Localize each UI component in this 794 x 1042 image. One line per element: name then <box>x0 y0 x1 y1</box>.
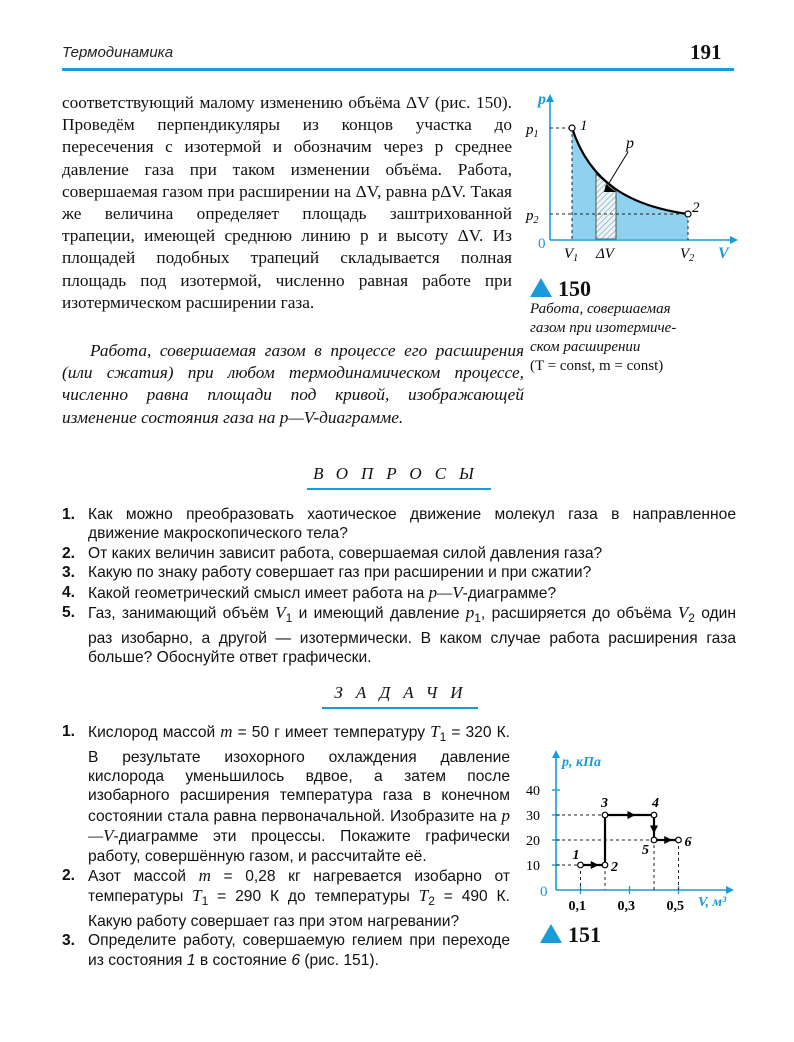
label-point-1: 1 <box>580 118 588 134</box>
page-number: 191 <box>690 40 722 64</box>
state-point-5 <box>651 837 657 843</box>
label-p2: $p_2$ <box>526 208 539 226</box>
list-item: 1. Как можно преобразовать хаотическое движение молекул газа в направленное движение макроскопического тела? <box>62 506 736 543</box>
hatched-trapezoid <box>596 174 616 239</box>
list-item: 3. Какую по знаку работу совершает газ при расширении и при сжатии? <box>62 564 592 582</box>
questions-list <box>62 505 736 667</box>
label-point-2: 2 <box>692 200 700 216</box>
state-label-1: 1 <box>572 848 580 863</box>
direction-arrow <box>628 811 636 819</box>
questions-heading-rule <box>307 488 491 490</box>
label-v1: $V_1$ <box>564 246 579 264</box>
state-point-1 <box>569 125 575 131</box>
paragraph-text: Работа, совершаемая газом в процессе его расширения (или сжатия) при любом термодинамическом процессе, численно равна площади под кривой, изображающей изменение состояния газа на p—V-диаграмме. <box>62 341 524 427</box>
state-label-4: 4 <box>652 796 659 811</box>
axis-label-p: p <box>538 91 546 108</box>
tasks-heading-rule <box>322 707 478 709</box>
list-item: 1. Кислород массой m = 50 г имеет температуру $T_1 = 320$ К. В результате изохорного охлаждения давление кислорода уменьшилось вдвое, а затем после изобарного расширения температура газа в конечном состоянии стала равна первоначальной. Изобразите на p—V-диаграмме эти процессы. Покажите графически работу, совершённую газом, и рассчитайте её. <box>62 722 510 865</box>
figure-150-isotherm-diagram <box>520 88 740 268</box>
label-v2: $V_2$ <box>680 246 695 264</box>
state-label-6: 6 <box>684 835 692 850</box>
state-point-6 <box>676 837 682 843</box>
state-label-5: 5 <box>642 843 649 858</box>
label-average-p: p <box>626 135 634 152</box>
origin-label: 0 <box>540 884 548 900</box>
state-point-1 <box>578 862 584 868</box>
body-paragraph-2-emphasis <box>62 340 734 429</box>
direction-arrow <box>591 861 599 869</box>
origin-label: 0 <box>538 236 546 252</box>
tasks-list <box>62 722 510 970</box>
header-rule <box>62 68 734 71</box>
y-tick-label: 30 <box>526 809 540 824</box>
direction-arrow <box>664 836 672 844</box>
state-point-4 <box>651 812 657 818</box>
figure-151-number: 151 <box>540 922 601 948</box>
list-item: 5. Газ, занимающий объём $V_1$ и имеющий давление $p_1$, расширяется до объёма $V_2$ один раз изобарно, а другой — изотермически. В каком случае работа расширения газа больше? Обоснуйте ответ графически. <box>62 603 736 666</box>
running-header-title: Термодинамика <box>62 44 174 61</box>
state-label-3: 3 <box>601 796 608 811</box>
figure-151-pv-diagram <box>520 746 740 916</box>
x-tick-label: 0,3 <box>617 899 635 914</box>
questions-heading: ВОПРОСЫ <box>313 464 487 483</box>
x-tick-label: 0,5 <box>666 899 684 914</box>
x-tick-label: 0,1 <box>568 899 586 914</box>
direction-arrow <box>650 826 658 834</box>
state-point-2 <box>685 211 691 217</box>
axis-label-p: p, кПа <box>562 755 601 770</box>
y-tick-label: 40 <box>526 784 540 799</box>
axis-label-v: V, м³ <box>698 895 727 910</box>
label-p1: $p_1$ <box>526 122 539 140</box>
state-point-3 <box>602 812 608 818</box>
figure-150-caption: Работа, совершаемая газом при изотермиче- ском расширении (T = const, m = const) <box>530 301 677 374</box>
tasks-heading: ЗАДАЧИ <box>334 683 476 702</box>
list-item: 4. Какой геометрический смысл имеет работа на p—V-диаграмме? <box>62 582 557 602</box>
y-tick-label: 10 <box>526 859 540 874</box>
triangle-marker-icon <box>540 924 562 943</box>
list-item: 2. Азот массой m = 0,28 кг нагревается изобарно от температуры $T_1 = 290$ К до температуры $T_2 = 490$ К. Какую работу совершает газ при этом нагревании? <box>62 865 510 930</box>
label-dv: ΔV <box>596 246 614 262</box>
figure-150-number: 150 <box>530 276 591 302</box>
list-item: 3. Определите работу, совершаемую гелием при переходе из состояния 1 в состояние 6 (рис. 151). <box>62 932 510 969</box>
body-paragraph-1 <box>62 92 512 314</box>
axis-label-v: V <box>718 245 729 262</box>
state-label-2: 2 <box>611 860 618 875</box>
paragraph-text: соответствующий малому изменению объёма ΔV (рис. 150). Проведём перпендикуляры из концов участка до пересечения с изотермой и обозначим через p среднее давление газа при таком изменении объёма. Работа, совершаемая газом при расширении на ΔV, равна pΔV. Такая же величина определяет площадь заштрихованной трапеции, имеющей среднюю линию p и высоту ΔV. Из площадей подобных трапеций складывается полная площадь под изотермой, численно равная работе при изотермическом расширении газа. <box>62 93 512 312</box>
y-tick-label: 20 <box>526 834 540 849</box>
list-item: 2. От каких величин зависит работа, совершаемая силой давления газа? <box>62 544 603 562</box>
triangle-marker-icon <box>530 278 552 297</box>
state-point-2 <box>602 862 608 868</box>
